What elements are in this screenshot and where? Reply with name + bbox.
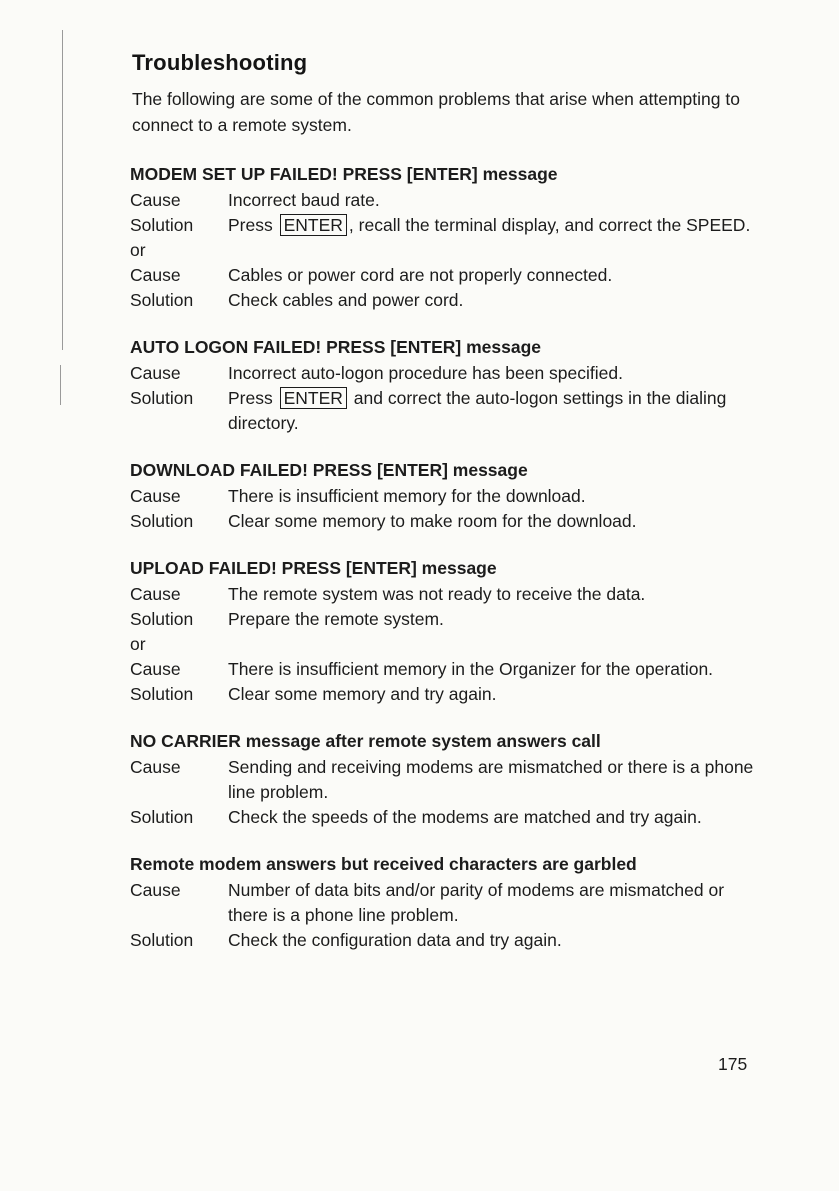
cause-label: Cause [130, 757, 181, 777]
cause-row [128, 361, 768, 386]
section-title: Remote modem answers but received characters are garbled [130, 854, 637, 874]
solution-label: Solution [130, 388, 194, 408]
cause-row [128, 188, 768, 213]
cause-text: Number of data bits and/or parity of modems are mismatched or there is a phone line problem. [228, 880, 725, 925]
solution-row [128, 928, 768, 953]
cause-text: Sending and receiving modems are mismatched or there is a phone line problem. [228, 757, 754, 802]
cause-row [128, 582, 768, 607]
section-download-failed [128, 458, 768, 534]
cause-row [128, 484, 768, 509]
cause-text: Incorrect auto-logon procedure has been specified. [228, 363, 623, 383]
cause-label: Cause [130, 880, 181, 900]
solution-text-after: and correct the auto-logon settings in the dialing directory. [228, 388, 727, 433]
section-auto-logon-failed [128, 335, 768, 436]
solution-row [128, 682, 768, 707]
solution-text [228, 213, 768, 238]
section-title: AUTO LOGON FAILED! PRESS [ENTER] message [130, 337, 541, 357]
solution-row [128, 288, 768, 313]
solution-row [128, 386, 768, 436]
solution-label: Solution [130, 807, 194, 827]
section-title: UPLOAD FAILED! PRESS [ENTER] message [130, 558, 497, 578]
solution-text: Clear some memory and try again. [228, 684, 497, 704]
page-number: 175 [718, 1054, 748, 1074]
solution-row [128, 509, 768, 534]
solution-text [228, 386, 768, 436]
solution-text-after: , recall the terminal display, and correct the SPEED. [348, 215, 751, 235]
cause-text: There is insufficient memory for the download. [228, 486, 586, 506]
cause-text: There is insufficient memory in the Organizer for the operation. [228, 659, 714, 679]
cause-row [128, 263, 768, 288]
solution-text-before: Press [228, 215, 273, 235]
solution-row [128, 805, 768, 830]
solution-row [128, 213, 768, 238]
or-label: or [130, 634, 146, 654]
page-title: Troubleshooting [132, 50, 308, 75]
cause-row [128, 878, 768, 928]
cause-label: Cause [130, 265, 181, 285]
cause-text: Incorrect baud rate. [228, 190, 380, 210]
section-garbled-characters [128, 852, 768, 953]
enter-key: ENTER [280, 387, 347, 409]
page-content [128, 50, 768, 975]
solution-text: Check the speeds of the modems are matched and try again. [228, 807, 702, 827]
section-title: DOWNLOAD FAILED! PRESS [ENTER] message [130, 460, 528, 480]
cause-label: Cause [130, 486, 181, 506]
solution-row [128, 607, 768, 632]
solution-text: Prepare the remote system. [228, 609, 444, 629]
cause-row [128, 657, 768, 682]
section-modem-setup-failed [128, 162, 768, 313]
solution-label: Solution [130, 684, 194, 704]
section-title: MODEM SET UP FAILED! PRESS [ENTER] message [130, 164, 558, 184]
cause-text: The remote system was not ready to receive the data. [228, 584, 646, 604]
solution-text-before: Press [228, 388, 273, 408]
solution-label: Solution [130, 511, 194, 531]
solution-label: Solution [130, 290, 194, 310]
or-label: or [130, 240, 146, 260]
solution-text: Check the configuration data and try again. [228, 930, 562, 950]
cause-label: Cause [130, 363, 181, 383]
section-no-carrier [128, 729, 768, 830]
enter-key: ENTER [280, 214, 347, 236]
solution-label: Solution [130, 609, 194, 629]
section-title: NO CARRIER message after remote system answers call [130, 731, 601, 751]
solution-label: Solution [130, 215, 194, 235]
cause-label: Cause [130, 659, 181, 679]
binding-edge-line [62, 30, 63, 350]
cause-label: Cause [130, 190, 181, 210]
cause-text: Cables or power cord are not properly connected. [228, 265, 613, 285]
cause-row [128, 755, 768, 805]
section-upload-failed [128, 556, 768, 707]
solution-text: Clear some memory to make room for the download. [228, 511, 637, 531]
intro-paragraph: The following are some of the common problems that arise when attempting to connect to a remote system. [132, 89, 740, 135]
solution-text: Check cables and power cord. [228, 290, 464, 310]
binding-edge-line [60, 365, 61, 405]
solution-label: Solution [130, 930, 194, 950]
cause-label: Cause [130, 584, 181, 604]
